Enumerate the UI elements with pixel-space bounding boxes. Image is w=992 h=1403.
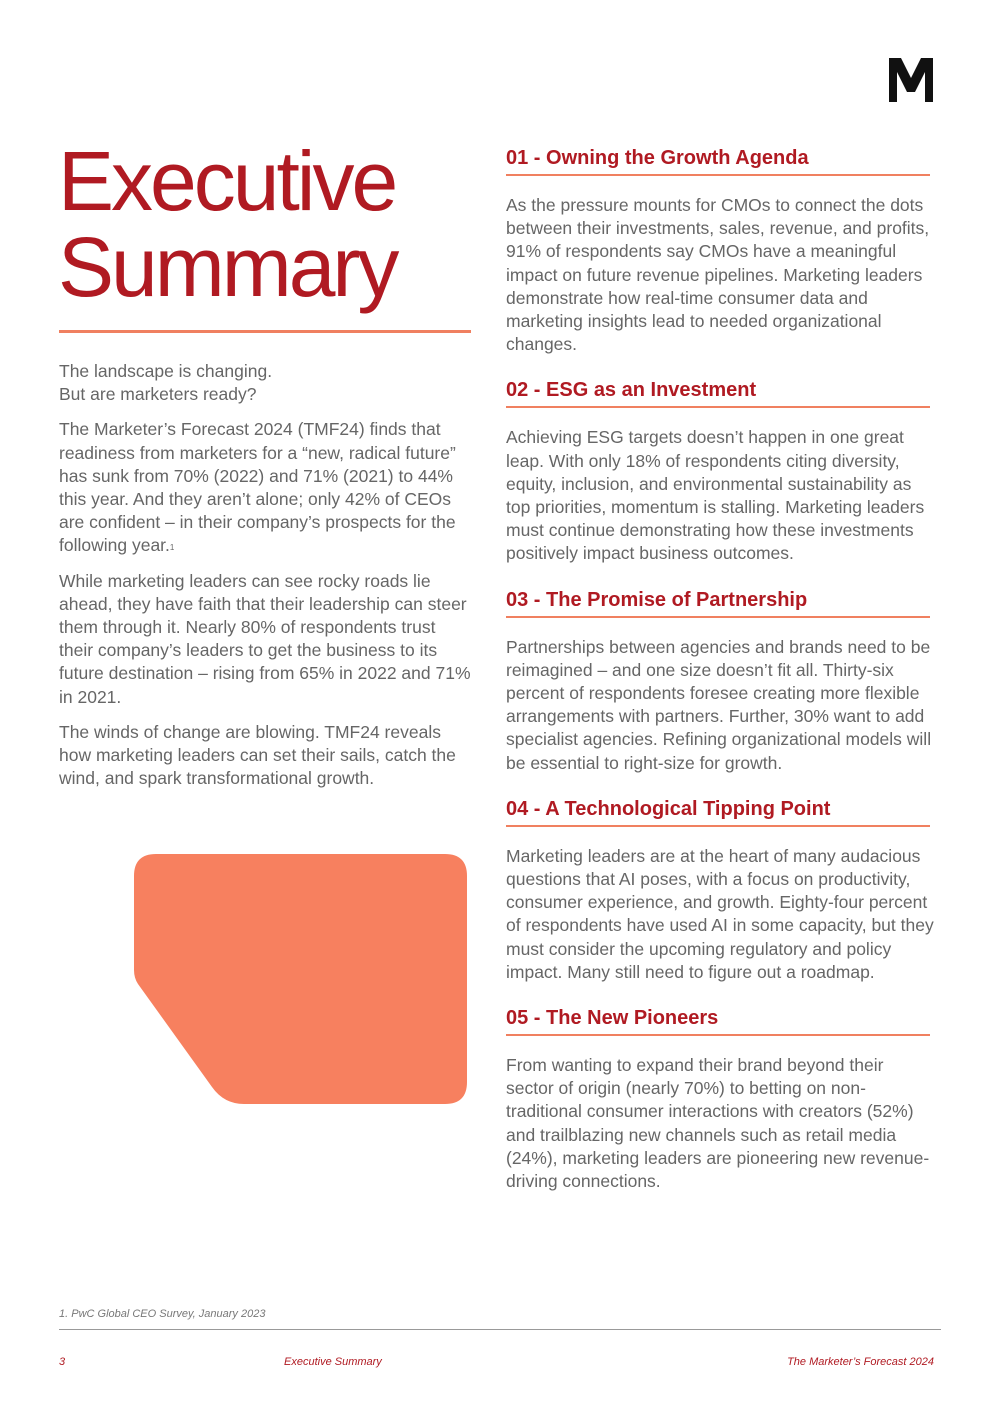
section-divider [506,616,930,618]
intro-paragraph-3: The winds of change are blowing. TMF24 reveals how marketing leaders can set their sails, catch the wind, and spark transformational growth. [59,721,456,789]
brand-logo-icon [887,58,935,102]
section-01 [506,144,934,356]
section-body: Marketing leaders are at the heart of many audacious questions that AI poses, with a focus on productivity, consumer experience, and growth. Eighty-four percent of respondents have used AI in some capacity, but they must consider the upcoming regulatory and policy impact. Many still need to figure out a roadmap. [506,845,934,982]
footnote-reference: 1 [169,543,175,553]
page-title-line-2: Summary [58,220,397,314]
section-heading: 02 - ESG as an Investment [506,379,757,402]
title-divider [59,330,471,333]
section-heading: 04 - A Technological Tipping Point [506,797,831,820]
section-03 [506,586,934,775]
intro-lead-line-2: But are marketers ready? [59,384,257,405]
intro-lead [59,360,471,406]
footer-divider [59,1329,941,1330]
section-04 [506,795,934,984]
section-divider [506,174,930,176]
page-title-line-1: Executive [58,134,396,228]
decorative-coral-shape [134,854,467,1104]
section-heading: 05 - The New Pioneers [506,1007,719,1030]
section-02 [506,376,934,565]
section-body: From wanting to expand their brand beyond their sector of origin (nearly 70%) to betting on non-traditional consumer interactions with creators (52%) and trailblazing new channels such as retail media (24%), marketing leaders are pioneering new revenue-driving connections. [506,1055,930,1192]
page-title [58,134,397,314]
intro-paragraph-1-text: The Marketer’s Forecast 2024 (TMF24) finds that readiness from marketers for a “new, radical future” has sunk from 70% (2022) and 71% (2021) to 44% this year. And they aren’t alone; only 42% of CEOs are confident – in their company’s prospects for the following year. [59,419,456,556]
intro-paragraph-2: While marketing leaders can see rocky roads lie ahead, they have faith that their leadership can steer them through it. Nearly 80% of respondents trust their company’s leaders to get the business to its future destination – rising from 65% in 2022 and 71% in 2021. [59,570,471,707]
intro-paragraph-1 [59,418,471,557]
section-divider [506,825,930,827]
section-body: As the pressure mounts for CMOs to connect the dots between their investments, sales, revenue, and profits, 91% of respondents say CMOs have a meaningful impact on future revenue pipelines. Marketing leaders demonstrate how real-time consumer data and marketing insights lead to needed organizational changes. [506,195,930,355]
intro-column [59,360,471,802]
intro-lead-line-1: The landscape is changing. [59,361,273,381]
section-05 [506,1004,934,1193]
section-divider [506,406,930,408]
section-divider [506,1034,930,1036]
section-body: Partnerships between agencies and brands need to be reimagined – and one size doesn’t fit all. Thirty-six percent of respondents foresee creating more flexible arrangements with partners. Further, 30% want to add specialist agencies. Refining organizational models will be essential to right-size for growth. [506,636,932,773]
footer-section-name: Executive Summary [284,1356,382,1368]
section-heading: 01 - Owning the Growth Agenda [506,147,809,169]
footnote: 1. PwC Global CEO Survey, January 2023 [59,1308,266,1320]
footer-page-number: 3 [59,1356,66,1368]
section-body: Achieving ESG targets doesn’t happen in one great leap. With only 18% of respondents citing diversity, equity, inclusion, and environmental sustainability as top priorities, momentum is stalling. Marketing leaders must continue demonstrating how these investments positively impact business outcomes. [506,427,925,564]
sections-column [506,144,934,1213]
footer-publication: The Marketer’s Forecast 2024 [787,1356,934,1368]
section-heading: 03 - The Promise of Partnership [506,588,808,611]
